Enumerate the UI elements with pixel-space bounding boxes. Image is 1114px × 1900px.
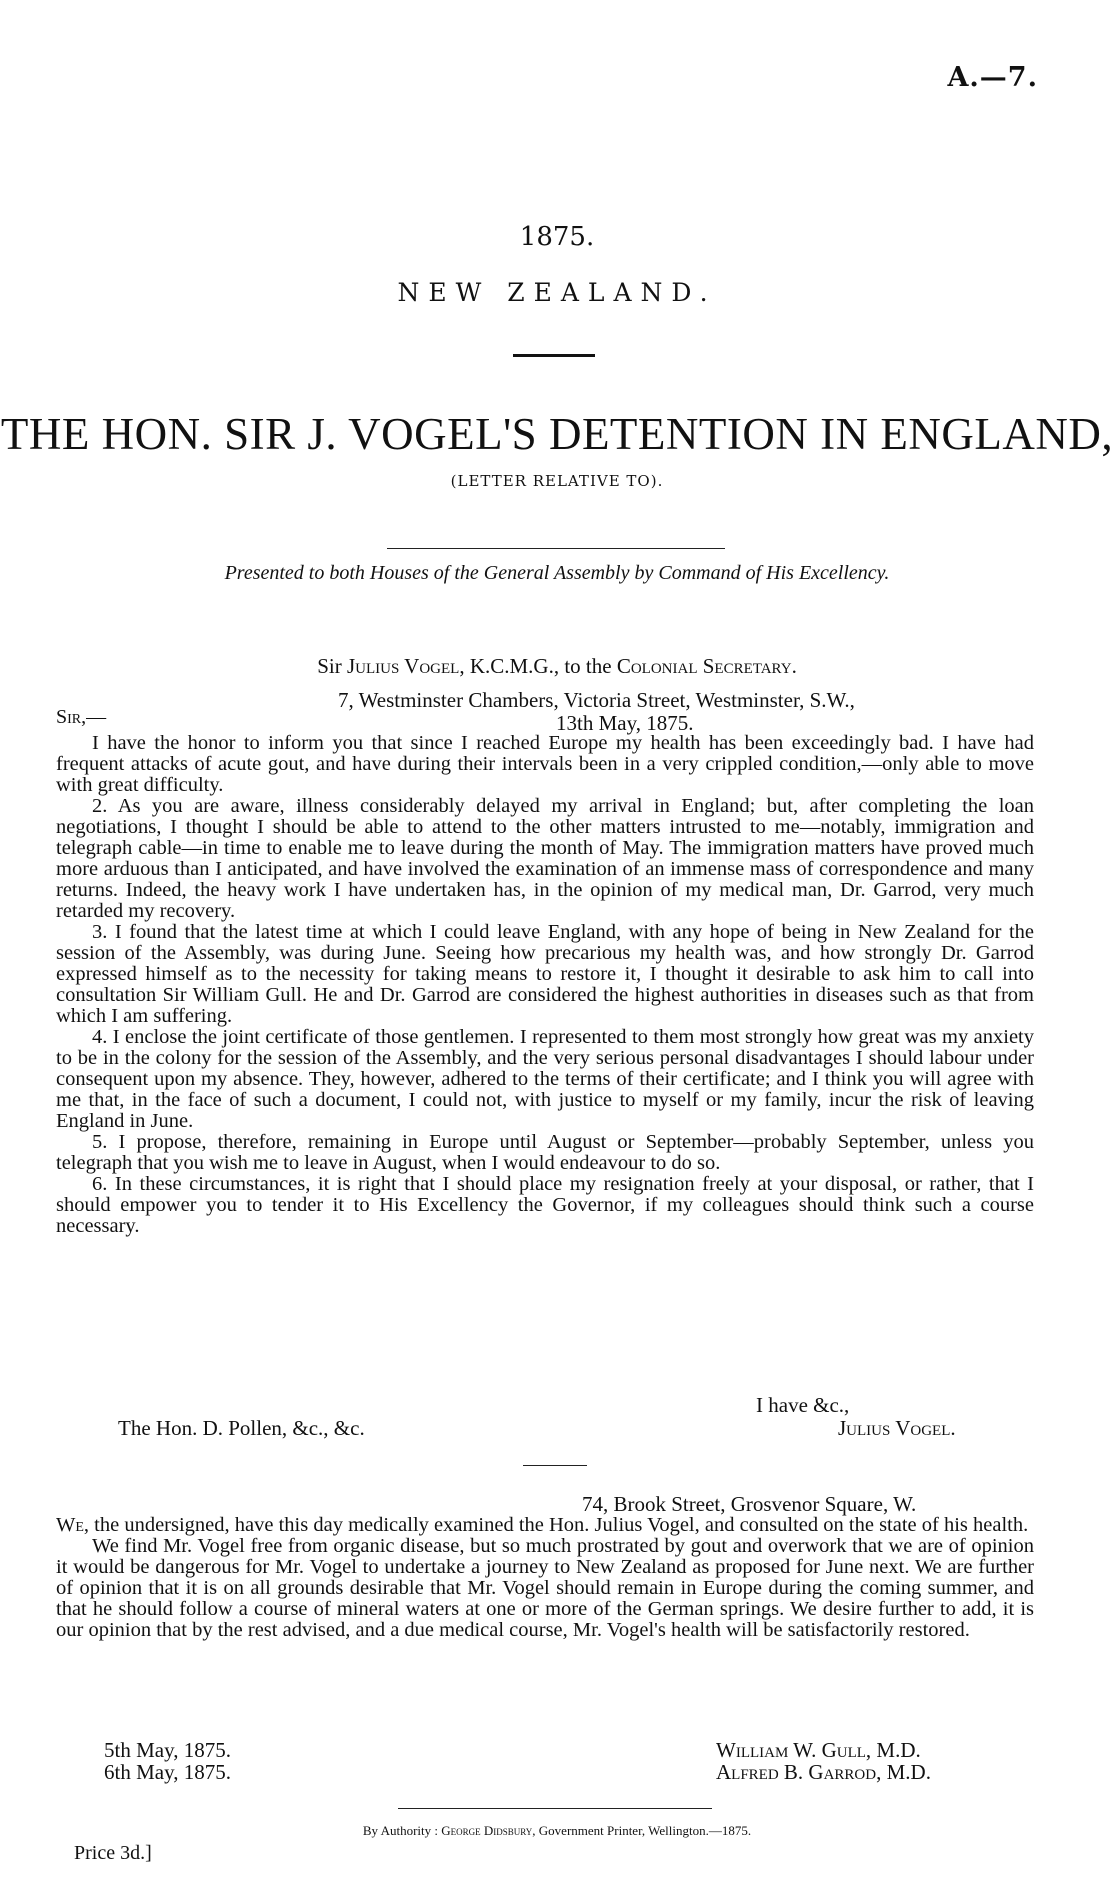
heading-prefix: Sir	[317, 654, 347, 678]
letter-body	[56, 733, 1034, 1237]
printer-name: George Didsbury	[441, 1823, 533, 1838]
signatory-suffix: , M.D.	[865, 1738, 921, 1762]
letter-signature: Julius Vogel.	[838, 1416, 956, 1440]
letter-paragraph: 6. In these circumstances, it is right that I should place my resignation freely at your disposal, or rather, that I should empower you to tender it to His Excellency the Governor, if my colleagues should think such a course necessary.	[56, 1173, 1034, 1237]
heading-suffix: .	[791, 654, 797, 678]
heading-sender: Julius Vogel	[346, 654, 460, 678]
certificate-paragraph-text: , the undersigned, have this day medically examined the Hon. Julius Vogel, and consulted on the state of his health.	[83, 1514, 1029, 1536]
certificate-date: 5th May, 1875.	[104, 1738, 231, 1762]
year: 1875.	[519, 222, 595, 252]
imprint-prefix: By Authority :	[362, 1823, 442, 1838]
document-subtitle: (LETTER RELATIVE TO).	[450, 472, 664, 490]
letter-paragraph: 3. I found that the latest time at which I could leave England, with any hope of being in New Zealand for the session of the Assembly, was during June. Seeing how precarious my health was, and how strongly Dr. Garrod expressed himself as to the necessity for taking means to restore it, I thought it desirable to ask him to call into consultation Sir William Gull. He and Dr. Garrod are considered the highest authorities in diseases such as that from which I am suffering.	[56, 921, 1034, 1027]
signatory-name: Alfred B. Garrod	[716, 1760, 877, 1784]
imprint-suffix: , Government Printer, Wellington.—1875.	[532, 1823, 752, 1838]
presented-line: Presented to both Houses of the General Assembly by Command of His Excellency.	[224, 562, 890, 584]
country: NEW ZEALAND.	[397, 278, 717, 307]
certificate-paragraph	[56, 1515, 1034, 1536]
heading-middle: , K.C.M.G., to the	[459, 654, 617, 678]
letter-closing: I have &c.,	[756, 1393, 850, 1417]
letter-paragraph: I have the honor to inform you that since I reached Europe my health has been exceedingly bad. I have had frequent attacks of acute gout, and have during their intervals been in a very crippled condition,—only able to move with great difficulty.	[56, 732, 1034, 796]
letter-paragraph: 5. I propose, therefore, remaining in Europe until August or September—probably September, unless you telegraph that you wish me to leave in August, when I would endeavour to do so.	[56, 1131, 1034, 1174]
signatory-name: William W. Gull	[716, 1738, 866, 1762]
title-divider	[387, 548, 725, 549]
certificate-signature	[716, 1760, 931, 1785]
footer-divider	[398, 1808, 712, 1809]
certificate-address: 74, Brook Street, Grosvenor Square, W.	[582, 1492, 917, 1516]
letter-paragraph: 4. I enclose the joint certificate of those gentlemen. I represented to them most strongly how great was my anxiety to be in the colony for the session of the Assembly, and the very serious personal disadvantages I should labour under consequent upon my absence. They, however, adhered to the terms of their certificate; and I think you will agree with me that, in the face of such a document, I could not, with justice to myself or my family, incur the risk of leaving England in June.	[56, 1026, 1034, 1132]
letter-heading	[0, 654, 1114, 679]
heading-recipient: Colonial Secretary	[616, 654, 792, 678]
letter-paragraph: 2. As you are aware, illness considerably delayed my arrival in England; but, after completing the loan negotiations, I thought I should be able to attend to the other matters intrusted to me—notably, immigration and telegraph cable—in time to enable me to leave during the month of May. The immigration matters have proved much more arduous than I anticipated, and have involved the examination of an immense mass of correspondence and many returns. Indeed, the heavy work I have undertaken has, in the opinion of my medical man, Dr. Garrod, very much retarded my recovery.	[56, 795, 1034, 922]
letter-date: 13th May, 1875.	[556, 711, 694, 735]
letter-address: 7, Westminster Chambers, Victoria Street, Westminster, S.W.,	[338, 688, 855, 712]
price: Price 3d.]	[74, 1842, 152, 1864]
signatory-suffix: , M.D.	[876, 1760, 931, 1784]
certificate-body	[56, 1515, 1034, 1641]
letter-addressee: The Hon. D. Pollen, &c., &c.	[118, 1416, 365, 1440]
certificate-date: 6th May, 1875.	[104, 1760, 231, 1784]
paper-reference: A.—7.	[947, 62, 1038, 93]
salutation: Sir,—	[56, 706, 107, 728]
printer-imprint	[0, 1823, 1114, 1839]
certificate-lead-word: We	[56, 1514, 84, 1536]
section-divider	[523, 1465, 587, 1466]
certificate-paragraph: We find Mr. Vogel free from organic disease, but so much prostrated by gout and overwork that we are of opinion it would be dangerous for Mr. Vogel to undertake a journey to New Zealand as proposed for June next. We are further of opinion that it is on all grounds desirable that Mr. Vogel should remain in Europe during the coming summer, and that he should follow a course of mineral waters at one or more of the German springs. We desire further to add, it is our opinion that by the rest advised, and a due medical course, Mr. Vogel's health will be satisfactorily restored.	[56, 1535, 1034, 1641]
header-divider	[513, 354, 595, 357]
document-title: THE HON. SIR J. VOGEL'S DETENTION IN ENGLAND,	[0, 409, 1114, 459]
